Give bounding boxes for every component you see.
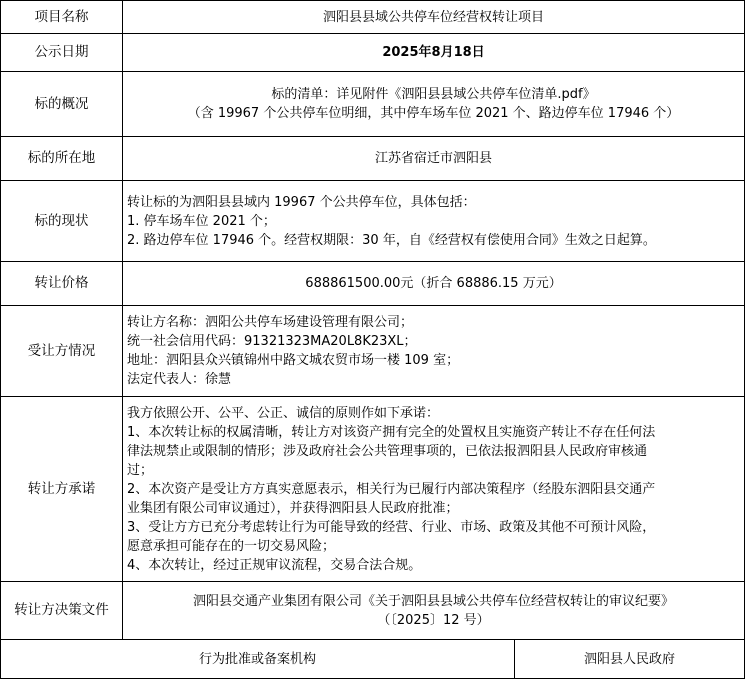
location-label: 标的所在地 bbox=[1, 137, 123, 181]
transferee-line: 转让方名称：泗阳公共停车场建设管理有限公司； bbox=[127, 315, 414, 330]
publish-date-value: 2025年8月18日 bbox=[123, 34, 745, 72]
row-price bbox=[1, 262, 745, 306]
commitment-line: 愿意承担可能存在的一切交易风险； bbox=[127, 538, 336, 554]
commitment-line: 4、本次转让，经过正规审议流程，交易合法合规。 bbox=[127, 557, 422, 573]
commitment-line: 业集团有限公司审议通过），并获得泗阳县人民政府批准； bbox=[127, 500, 459, 516]
location-value: 江苏省宿迁市泗阳县 bbox=[123, 137, 745, 181]
transferee-line: 统一社会信用代码：91321323MA20L8K23XL； bbox=[127, 334, 417, 349]
commitment-line: 过； bbox=[127, 462, 154, 478]
project-name-value: 泗阳县县域公共停车位经营权转让项目 bbox=[123, 1, 745, 34]
commitment-line: 1、本次转让标的权属清晰，转让方对该资产拥有完全的处置权且实施资产转让不存在任何法 bbox=[127, 424, 656, 440]
commitment-line: 律法规禁止或限制的情形；涉及政府社会公共管理事项的，已依法报泗阳县人民政府审核通 bbox=[127, 443, 648, 459]
row-approval bbox=[1, 640, 745, 679]
commitment-line: 2、本次资产是受让方方真实意愿表示，相关行为已履行内部决策程序（经股东泗阳县交通产 bbox=[127, 481, 656, 497]
decision-doc-line: 泗阳县交通产业集团有限公司《关于泗阳县县域公共停车位经营权转让的审议纪要》 bbox=[193, 593, 675, 609]
commitment-value bbox=[123, 397, 745, 582]
status-value bbox=[123, 181, 745, 262]
overview-value bbox=[123, 72, 745, 137]
project-name-label: 项目名称 bbox=[1, 1, 123, 34]
overview-label: 标的概况 bbox=[1, 72, 123, 137]
transferee-line: 法定代表人：徐慧 bbox=[127, 372, 232, 387]
row-decision-doc bbox=[1, 582, 745, 640]
decision-doc-line: （〔2025〕12 号） bbox=[377, 612, 490, 628]
commitment-line: 我方依照公开、公平、公正、诚信的原则作如下承诺： bbox=[127, 405, 440, 421]
transferee-value bbox=[123, 306, 745, 397]
status-label: 标的现状 bbox=[1, 181, 123, 262]
row-location bbox=[1, 137, 745, 181]
row-overview bbox=[1, 72, 745, 137]
status-line: 1. 停车场车位 2021 个； bbox=[127, 213, 276, 229]
row-project-name bbox=[1, 1, 745, 34]
approval-value: 泗阳县人民政府 bbox=[515, 640, 745, 679]
row-status bbox=[1, 181, 745, 262]
decision-doc-value bbox=[123, 582, 745, 640]
row-publish-date bbox=[1, 34, 745, 72]
price-label: 转让价格 bbox=[1, 262, 123, 306]
row-transferee bbox=[1, 306, 745, 397]
commitment-label: 转让方承诺 bbox=[1, 397, 123, 582]
status-line: 2. 路边停车位 17946 个。经营权期限：30 年，自《经营权有偿使用合同》生效之日起算。 bbox=[127, 232, 656, 248]
transferee-label: 受让方情况 bbox=[1, 306, 123, 397]
overview-line: 标的清单：详见附件《泗阳县县域公共停车位清单.pdf》 bbox=[271, 87, 596, 102]
commitment-line: 3、受让方方已充分考虑转让行为可能导致的经营、行业、市场、政策及其他不可预计风险， bbox=[127, 519, 656, 535]
status-line: 转让标的为泗阳县县域内 19967 个公共停车位，具体包括： bbox=[127, 194, 476, 210]
row-commitment bbox=[1, 397, 745, 582]
decision-doc-label: 转让方决策文件 bbox=[1, 582, 123, 640]
overview-line: （含 19967 个公共停车位明细，其中停车场车位 2021 个、路边停车位 17946 个） bbox=[187, 106, 680, 121]
publish-date-label: 公示日期 bbox=[1, 34, 123, 72]
transferee-line: 地址：泗阳县众兴镇锦州中路文城农贸市场一楼 109 室； bbox=[127, 353, 460, 368]
approval-label: 行为批准或备案机构 bbox=[1, 640, 515, 679]
price-value: 688861500.00元（折合 68886.15 万元） bbox=[123, 262, 745, 306]
